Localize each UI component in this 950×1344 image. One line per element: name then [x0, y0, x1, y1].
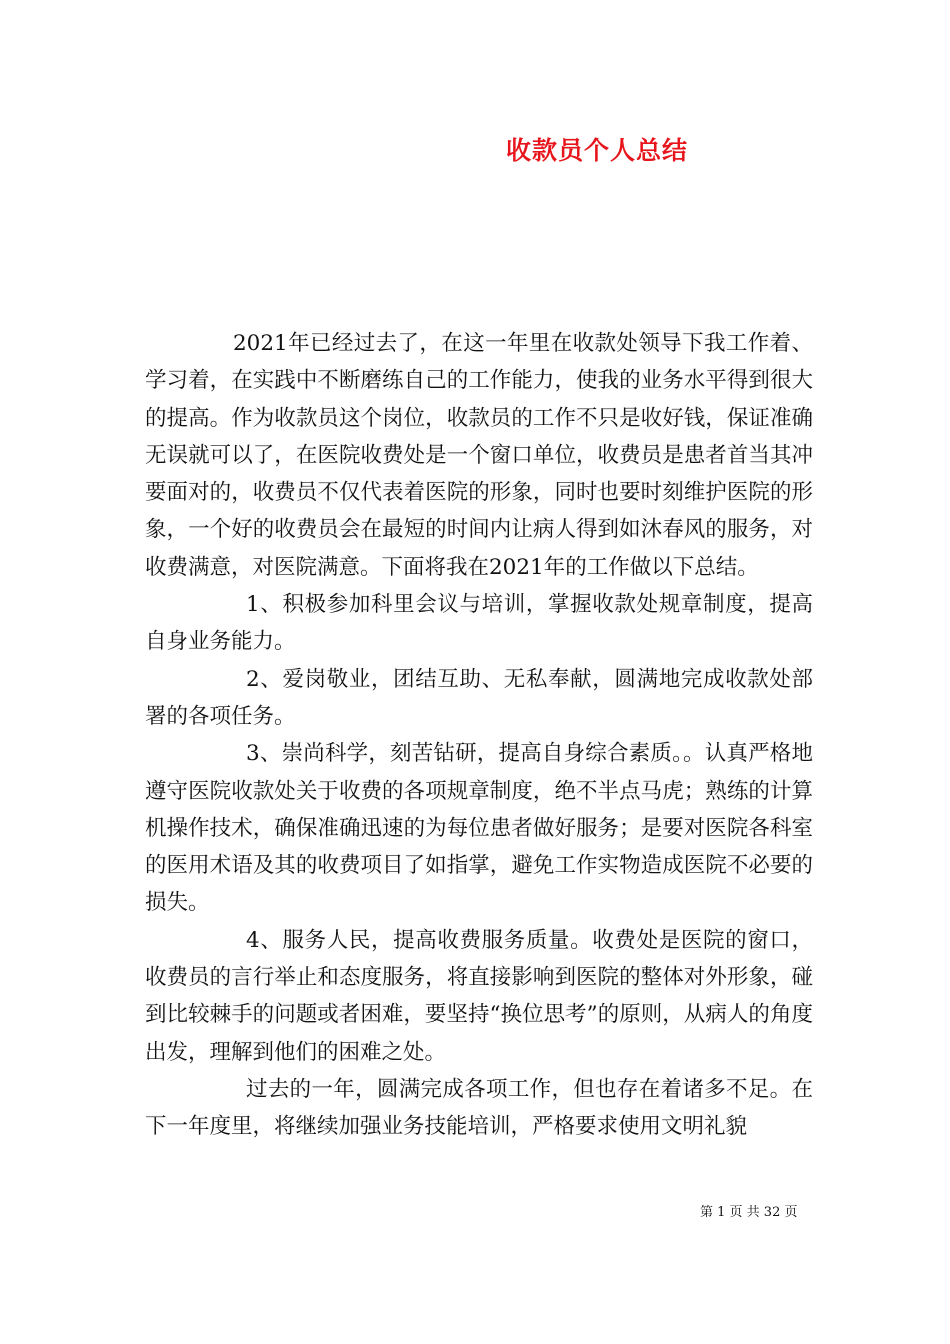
document-title: 收款员个人总结 — [505, 136, 688, 165]
paragraph-item-3: 3、崇尚科学，刻苦钻研，提高自身综合素质。。认真严格地遵守医院收款处关于收费的各项规章制度，绝不半点马虎；熟练的计算机操作技术，确保准确迅速的为每位患者做好服务；是要对医院各科室的医用术语及其的收费项目了如指掌，避免工作实物造成医院不必要的损失。 — [145, 741, 813, 916]
paragraph-intro: 2021年已经过去了，在这一年里在收款处领导下我工作着、学习着，在实践中不断磨练自己的工作能力，使我的业务水平得到很大的提高。作为收款员这个岗位，收款员的工作不只是收好钱，保证准确无误就可以了，在医院收费处是一个窗口单位，收费员是患者首当其冲要面对的，收费员不仅代表着医院的形象，同时也要时刻维护医院的形象，一个好的收费员会在最短的时间内让病人得到如沐春风的服务，对收费满意，对医院满意。下面将我在2021年的工作做以下总结。 — [145, 331, 813, 580]
page-number-footer: 第 1 页 共 32 页 — [700, 1205, 798, 1220]
paragraph-item-4: 4、服务人民，提高收费服务质量。收费处是医院的窗口，收费员的言行举止和态度服务，将直接影响到医院的整体对外形象，碰到比较棘手的问题或者困难，要坚持“换位思考”的原则，从病人的角度出发，理解到他们的困难之处。 — [145, 927, 813, 1065]
document-body — [145, 325, 813, 1146]
paragraph-closing: 过去的一年，圆满完成各项工作，但也存在着诸多不足。在下一年度里，将继续加强业务技能培训，严格要求使用文明礼貌 — [145, 1076, 813, 1140]
paragraph-item-1: 1、积极参加科里会议与培训，掌握收款处规章制度，提高自身业务能力。 — [145, 592, 813, 655]
paragraph-item-2: 2、爱岗敬业，团结互助、无私奉献，圆满地完成收款处部署的各项任务。 — [145, 666, 813, 729]
